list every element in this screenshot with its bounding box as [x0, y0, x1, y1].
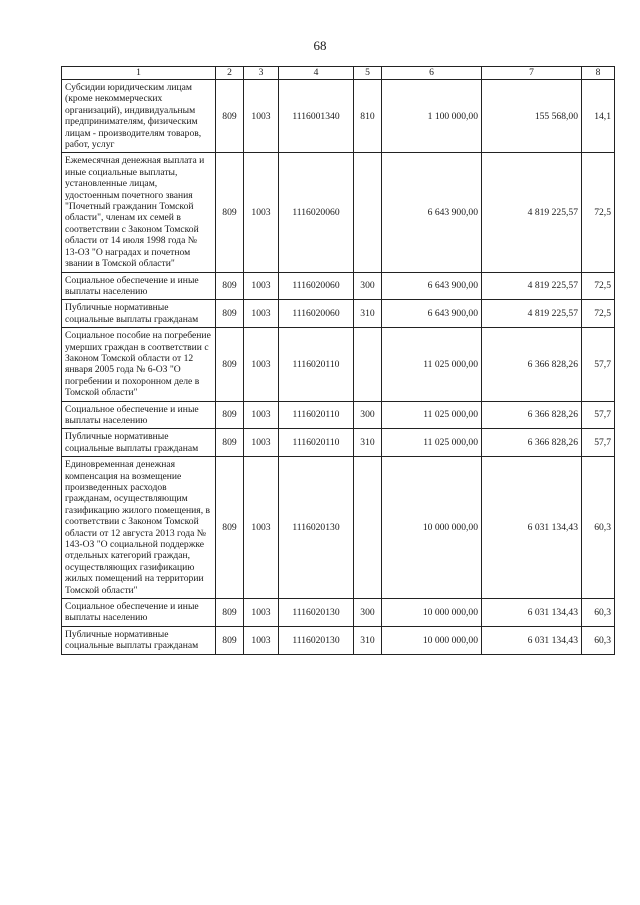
percent-cell: 57,7	[582, 328, 615, 401]
percent-cell: 14,1	[582, 80, 615, 153]
row-name-cell: Публичные нормативные социальные выплаты гражданам	[62, 429, 216, 457]
percent-cell: 57,7	[582, 429, 615, 457]
expense-type-cell: 310	[354, 626, 382, 654]
fact-amount-cell: 6 031 134,43	[482, 626, 582, 654]
percent-cell: 60,3	[582, 599, 615, 627]
expense-type-cell	[354, 457, 382, 599]
fact-amount-cell: 4 819 225,57	[482, 300, 582, 328]
section-code-cell: 1003	[244, 457, 279, 599]
target-code-cell: 1116020110	[279, 401, 354, 429]
table-row	[62, 272, 615, 300]
target-code-cell: 1116020110	[279, 328, 354, 401]
table-row	[62, 457, 615, 599]
expense-type-cell: 300	[354, 401, 382, 429]
plan-amount-cell: 11 025 000,00	[382, 401, 482, 429]
row-name-cell: Ежемесячная денежная выплата и иные социальные выплаты, установленные лицам, удостоенным почетного звания "Почетный гражданин Томской области", членам их семей в соответствии с Законом Томской области от 14 июля 1998 года № 13-ОЗ "О наградах и почетном звании в Томской области"	[62, 153, 216, 272]
plan-amount-cell: 1 100 000,00	[382, 80, 482, 153]
expense-type-cell: 310	[354, 300, 382, 328]
fact-amount-cell: 4 819 225,57	[482, 153, 582, 272]
section-code-cell: 1003	[244, 153, 279, 272]
row-name-cell: Социальное пособие на погребение умерших граждан в соответствии с Законом Томской области от 12 января 2005 года № 6-ОЗ "О погребении и похоронном деле в Томской области"	[62, 328, 216, 401]
fact-amount-cell: 6 031 134,43	[482, 457, 582, 599]
table-row	[62, 328, 615, 401]
section-code-cell: 1003	[244, 80, 279, 153]
table-row	[62, 80, 615, 153]
row-name-cell: Социальное обеспечение и иные выплаты населению	[62, 599, 216, 627]
ministry-code-cell: 809	[216, 300, 244, 328]
section-code-cell: 1003	[244, 328, 279, 401]
budget-table	[61, 66, 615, 655]
header-cell: 1	[62, 67, 216, 80]
target-code-cell: 1116020110	[279, 429, 354, 457]
section-code-cell: 1003	[244, 626, 279, 654]
expense-type-cell: 310	[354, 429, 382, 457]
ministry-code-cell: 809	[216, 599, 244, 627]
row-name-cell: Социальное обеспечение и иные выплаты населению	[62, 401, 216, 429]
target-code-cell: 1116020130	[279, 599, 354, 627]
ministry-code-cell: 809	[216, 401, 244, 429]
header-cell: 3	[244, 67, 279, 80]
ministry-code-cell: 809	[216, 328, 244, 401]
row-name-cell: Субсидии юридическим лицам (кроме некоммерческих организаций), индивидуальным предпринимателям, физическим лицам - производителям товаров, работ, услуг	[62, 80, 216, 153]
section-code-cell: 1003	[244, 401, 279, 429]
fact-amount-cell: 6 031 134,43	[482, 599, 582, 627]
header-cell: 2	[216, 67, 244, 80]
section-code-cell: 1003	[244, 429, 279, 457]
ministry-code-cell: 809	[216, 457, 244, 599]
fact-amount-cell: 6 366 828,26	[482, 429, 582, 457]
target-code-cell: 1116020130	[279, 457, 354, 599]
plan-amount-cell: 10 000 000,00	[382, 457, 482, 599]
plan-amount-cell: 6 643 900,00	[382, 300, 482, 328]
section-code-cell: 1003	[244, 272, 279, 300]
fact-amount-cell: 6 366 828,26	[482, 401, 582, 429]
percent-cell: 72,5	[582, 300, 615, 328]
ministry-code-cell: 809	[216, 429, 244, 457]
fact-amount-cell: 155 568,00	[482, 80, 582, 153]
ministry-code-cell: 809	[216, 272, 244, 300]
plan-amount-cell: 11 025 000,00	[382, 328, 482, 401]
plan-amount-cell: 6 643 900,00	[382, 153, 482, 272]
table-header-row	[62, 67, 615, 80]
percent-cell: 72,5	[582, 153, 615, 272]
target-code-cell: 1116001340	[279, 80, 354, 153]
section-code-cell: 1003	[244, 300, 279, 328]
expense-type-cell	[354, 153, 382, 272]
header-cell: 4	[279, 67, 354, 80]
table-row	[62, 401, 615, 429]
percent-cell: 72,5	[582, 272, 615, 300]
percent-cell: 60,3	[582, 457, 615, 599]
header-cell: 6	[382, 67, 482, 80]
fact-amount-cell: 6 366 828,26	[482, 328, 582, 401]
plan-amount-cell: 11 025 000,00	[382, 429, 482, 457]
expense-type-cell	[354, 328, 382, 401]
section-code-cell: 1003	[244, 599, 279, 627]
table-row	[62, 599, 615, 627]
header-cell: 5	[354, 67, 382, 80]
table-row	[62, 626, 615, 654]
table-row	[62, 300, 615, 328]
expense-type-cell: 300	[354, 599, 382, 627]
fact-amount-cell: 4 819 225,57	[482, 272, 582, 300]
percent-cell: 60,3	[582, 626, 615, 654]
target-code-cell: 1116020060	[279, 272, 354, 300]
ministry-code-cell: 809	[216, 626, 244, 654]
plan-amount-cell: 10 000 000,00	[382, 626, 482, 654]
header-cell: 7	[482, 67, 582, 80]
plan-amount-cell: 6 643 900,00	[382, 272, 482, 300]
plan-amount-cell: 10 000 000,00	[382, 599, 482, 627]
row-name-cell: Социальное обеспечение и иные выплаты населению	[62, 272, 216, 300]
ministry-code-cell: 809	[216, 80, 244, 153]
target-code-cell: 1116020130	[279, 626, 354, 654]
percent-cell: 57,7	[582, 401, 615, 429]
table-row	[62, 429, 615, 457]
target-code-cell: 1116020060	[279, 300, 354, 328]
page-number: 68	[313, 38, 327, 53]
target-code-cell: 1116020060	[279, 153, 354, 272]
row-name-cell: Единовременная денежная компенсация на возмещение произведенных расходов гражданам, осуществляющим газификацию жилого помещения, в соответствии с Законом Томской области от 12 августа 2013 года № 143-ОЗ "О социальной поддержке отдельных категорий граждан, осуществляющих газификацию жилых помещений на территории Томской области"	[62, 457, 216, 599]
row-name-cell: Публичные нормативные социальные выплаты гражданам	[62, 300, 216, 328]
expense-type-cell: 300	[354, 272, 382, 300]
expense-type-cell: 810	[354, 80, 382, 153]
table-row	[62, 153, 615, 272]
header-cell: 8	[582, 67, 615, 80]
row-name-cell: Публичные нормативные социальные выплаты гражданам	[62, 626, 216, 654]
ministry-code-cell: 809	[216, 153, 244, 272]
